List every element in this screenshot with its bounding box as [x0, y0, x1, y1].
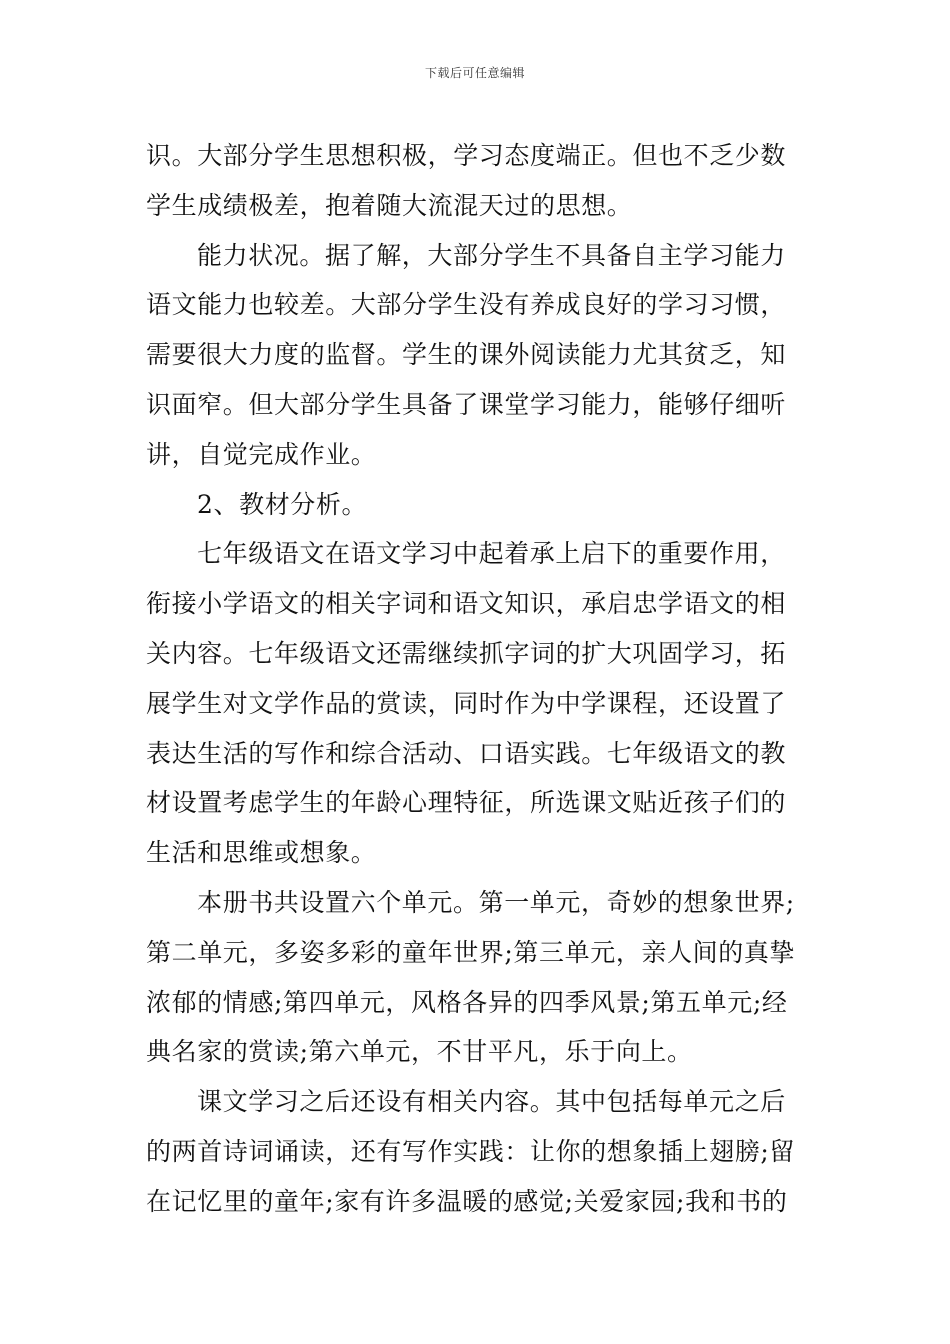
text-line: 典名家的赏读;第六单元，不甘平凡，乐于向上。 — [146, 1037, 693, 1067]
text-line: 材设置考虑学生的年龄心理特征，所选课文贴近孩子们的 — [146, 788, 787, 818]
text-line: 第二单元，多姿多彩的童年世界;第三单元，亲人间的真挚 — [146, 937, 796, 967]
text-line: 需要很大力度的监督。学生的课外阅读能力尤其贫乏，知 — [146, 340, 787, 370]
text-line: 能力状况。据了解，大部分学生不具备自主学习能力 — [197, 240, 786, 270]
text-line: 展学生对文学作品的赏读，同时作为中学课程，还设置了 — [146, 688, 787, 718]
text-line: 表达生活的写作和综合活动、口语实践。七年级语文的教 — [146, 738, 787, 768]
text-line: 本册书共设置六个单元。第一单元，奇妙的想象世界; — [197, 887, 795, 917]
text-line: 语文能力也较差。大部分学生没有养成良好的学习习惯， — [146, 290, 787, 320]
section-heading: 2、教材分析。 — [197, 489, 368, 519]
text-line: 识面窄。但大部分学生具备了课堂学习能力，能够仔细听 — [146, 389, 787, 419]
text-line: 学生成绩极差，抱着随大流混天过的思想。 — [146, 190, 633, 220]
text-line: 七年级语文在语文学习中起着承上启下的重要作用， — [197, 539, 786, 569]
text-line: 识。大部分学生思想积极，学习态度端正。但也不乏少数 — [146, 141, 787, 170]
text-line: 在记忆里的童年;家有许多温暖的感觉;关爱家园;我和书的 — [146, 1186, 788, 1216]
text-line: 讲，自觉完成作业。 — [146, 439, 377, 469]
text-line: 生活和思维或想象。 — [146, 838, 377, 868]
text-line: 关内容。七年级语文还需继续抓字词的扩大巩固学习，拓 — [146, 638, 787, 668]
text-line: 衔接小学语文的相关字词和语文知识，承启忠学语文的相 — [146, 589, 787, 619]
body-text — [146, 131, 810, 1227]
page-header: 下载后可任意编辑 — [424, 66, 525, 80]
text-line: 的两首诗词诵读，还有写作实践：让你的想象插上翅膀;留 — [146, 1136, 796, 1166]
text-line: 课文学习之后还设有相关内容。其中包括每单元之后 — [197, 1087, 786, 1117]
text-line: 浓郁的情感;第四单元，风格各异的四季风景;第五单元;经 — [146, 987, 788, 1017]
